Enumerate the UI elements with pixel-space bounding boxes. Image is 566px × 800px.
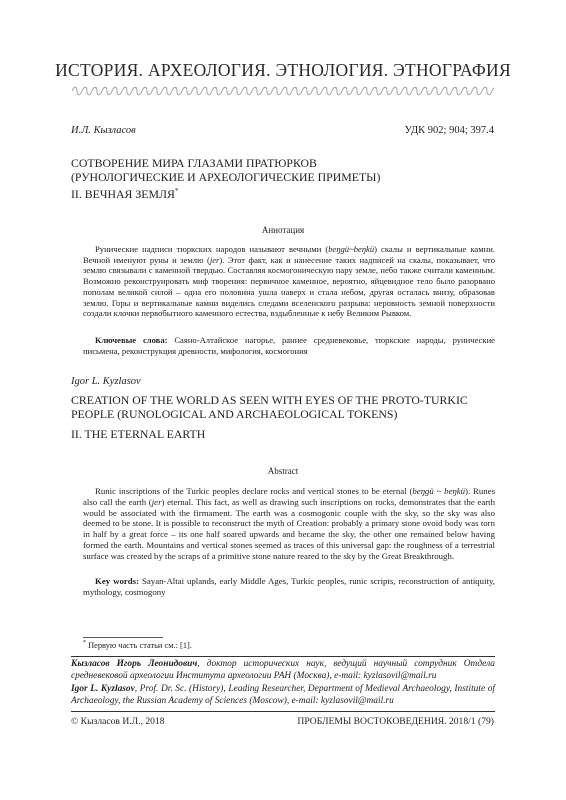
abstract-text-en: Runic inscriptions of the Turkic peoples declare rocks and vertical stones to be eternal (beŋgü ~ beŋkü). Runes also call the earth (jer) eternal. This fact, as well as drawing such inscriptions on rocks, demonstrates that the earth would be associated with the firmament. The earth was a cosmogonic couple with the sky, so the sky was also deemed to be stone. It is possible to reconstruct the myth of Creation: probably a primary stone ovoid body was torn in half by a great force – its one half soared upwards and became the sky, the other one remained below having formed the earth. Mountains and vertical stones seemed as traces of this universal gap: the roughness of a terrestrial surface was created by the scraps of a primitive stone nature reared to the sky by the Great Breakthrough.	[83, 486, 496, 561]
article-title-en	[71, 393, 501, 421]
journal-section-title: ИСТОРИЯ. АРХЕОЛОГИЯ. ЭТНОЛОГИЯ. ЭТНОГРАФИЯ	[55, 60, 511, 80]
abstract-label-ru: Аннотация	[261, 225, 305, 235]
abstract-label-en: Abstract	[267, 466, 299, 476]
author-name-en: Igor L. Kyzlasov	[71, 376, 141, 387]
keywords-text-ru: Саяно-Алтайское нагорье, раннее средневековье, тюркские народы, рунические письмена, реконструкция древности, мифология, космогония	[83, 335, 495, 356]
author-bio-ru	[71, 659, 495, 682]
footnote-marker: *	[174, 187, 179, 196]
article-subtitle-ru	[71, 187, 178, 202]
bio-ru-name: Кызласов Игорь Леонидович	[71, 659, 198, 669]
article-title-ru-line2: (РУНОЛОГИЧЕСКИЕ И АРХЕОЛОГИЧЕСКИЕ ПРИМЕТЫ)	[71, 170, 381, 184]
copyright: © Кызласов И.Л., 2018	[71, 716, 165, 727]
article-title-en-line1: CREATION OF THE WORLD AS SEEN WITH EYES OF THE PROTO-TURKIC	[71, 393, 468, 407]
article-subtitle-en: II. THE ETERNAL EARTH	[71, 427, 206, 441]
bio-top-rule	[71, 656, 495, 657]
footnote-text: Первую часть статьи см.: [1].	[86, 640, 192, 650]
keywords-label-en: Key words:	[95, 576, 140, 586]
bio-en-name: Igor L. Kyzlasov	[71, 684, 135, 694]
footnote-mark: *	[83, 640, 86, 646]
article-title-ru	[71, 156, 501, 184]
ornament-divider	[72, 86, 494, 96]
keywords-en	[83, 576, 495, 598]
keywords-label-ru: Ключевые слова:	[95, 335, 168, 345]
udk-code: УДК 902; 904; 397.4	[404, 125, 494, 136]
abstract-text-ru: Рунические надписи тюркских народов называют вечными (beŋgü~beŋkü) скалы и вертикальные камни. Вечной именуют руны и землю (jer). Этот факт, как и нанесение таких надписей на скалы, показывает, что землю связывали с каменной твердью. Составляя космогоническую пару земле, небо также считали каменным. Возможно реконструировать миф творения: первичное каменное, вероятно, яйцевидное тело было разорвано пополам великой силой – одна его половина ушла наверх и стала небом, другая осталась внизу, образовав землю. Горы и вертикальные камни виделись следами вселенского разрыва: неровность земной поверхности создали клочки первобытного каменного естества, вздыбленные к небу Великим Рывком.	[83, 244, 495, 319]
keywords-text-en: Sayan-Altai uplands, early Middle Ages, Turkic peoples, runic scripts, reconstruction of antiquity, mythology, cosmogony	[83, 576, 495, 597]
journal-issue: ПРОБЛЕМЫ ВОСТОКОВЕДЕНИЯ. 2018/1 (79)	[297, 716, 494, 727]
footnote-separator	[83, 637, 163, 638]
bio-en-text: , Prof. Dr. Sc. (History), Leading Researcher, Department of Medieval Archaeology, Institute of Archaeology, the Russian Academy of Sciences (Moscow), e-mail: kyzlasovil@mail.ru	[71, 684, 496, 706]
keywords-ru	[83, 335, 495, 356]
author-name-ru: И.Л. Кызласов	[71, 125, 136, 136]
article-title-ru-line1: СОТВОРЕНИЕ МИРА ГЛАЗАМИ ПРАТЮРКОВ	[71, 156, 317, 170]
article-title-en-line2: PEOPLE (RUNOLOGICAL AND ARCHAEOLOGICAL TOKENS)	[71, 407, 398, 421]
bio-ru-text: , доктор исторических наук, ведущий научный сотрудник Отдела средневековой археологии Института археологии РАН (Москва), e-mail: kyzlasovil@mail.ru	[71, 659, 495, 681]
subtitle-ru-text: II. ВЕЧНАЯ ЗЕМЛЯ	[71, 187, 175, 201]
author-bio-en	[71, 684, 495, 707]
bio-bottom-rule	[71, 711, 495, 712]
footnote	[83, 640, 192, 650]
